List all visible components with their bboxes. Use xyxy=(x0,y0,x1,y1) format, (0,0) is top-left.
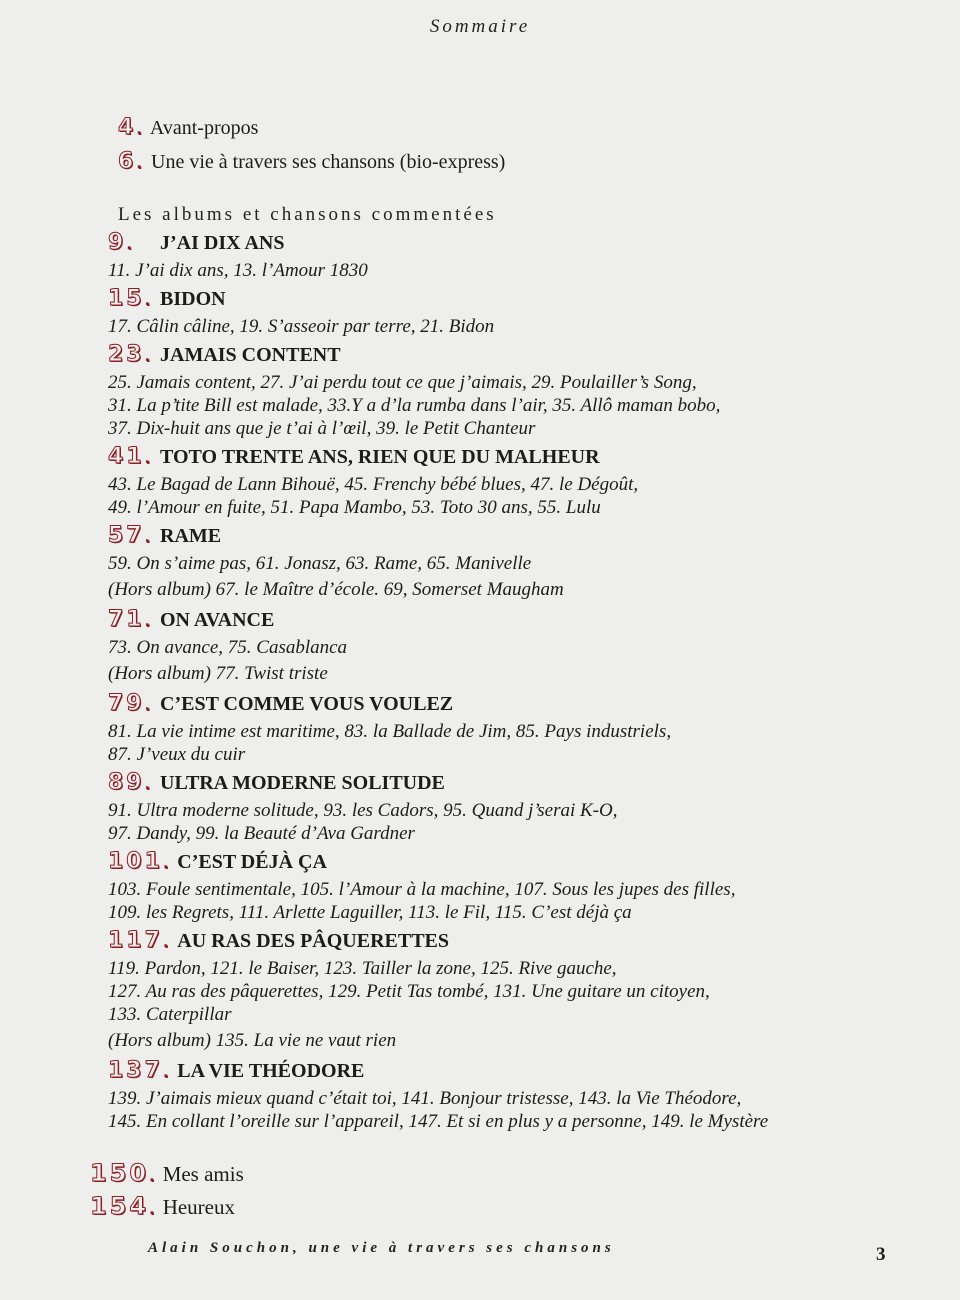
album-title xyxy=(108,847,856,878)
album-entry xyxy=(108,605,856,687)
song-list-line: 119. Pardon, 121. le Baiser, 123. Tailler la zone, 125. Rive gauche, xyxy=(108,958,617,979)
album-name: C’EST COMME VOUS VOULEZ xyxy=(160,693,454,715)
album-entry xyxy=(108,689,856,766)
entry-title: Mes amis xyxy=(157,1162,244,1186)
entry-title: Avant-propos xyxy=(146,117,259,139)
album-name: ON AVANCE xyxy=(160,609,275,631)
album-name: RAME xyxy=(160,525,222,547)
page-number-label: 57. xyxy=(108,523,153,548)
number-dot: . xyxy=(162,1065,172,1081)
number-dot: . xyxy=(144,698,153,714)
song-list-line: 11. J’ai dix ans, 13. l’Amour 1830 xyxy=(108,260,368,281)
number-dot: . xyxy=(144,777,153,793)
album-name: LA VIE THÉODORE xyxy=(177,1060,365,1082)
album-name: AU RAS DES PÂQUERETTES xyxy=(177,930,449,952)
number-dot: . xyxy=(136,156,145,172)
album-entry xyxy=(108,442,856,519)
album-title xyxy=(108,689,856,720)
page-number-label: 137. xyxy=(108,1058,172,1083)
page-number-label: 9. xyxy=(108,230,135,255)
album-entry xyxy=(108,768,856,845)
number-dot: . xyxy=(149,1169,158,1185)
page-number-label: 6. xyxy=(118,149,145,174)
number-dot: . xyxy=(144,451,153,467)
album-entry xyxy=(108,228,856,282)
hors-album-line: (Hors album) 77. Twist triste xyxy=(108,663,328,684)
page-number-label: 117. xyxy=(108,928,172,953)
hors-album-line: (Hors album) 135. La vie ne vaut rien xyxy=(108,1030,397,1051)
page-number-label: 15. xyxy=(108,286,153,311)
intro-entry xyxy=(118,146,856,180)
song-list-line: 73. On avance, 75. Casablanca xyxy=(108,637,348,658)
album-entry xyxy=(108,1056,856,1133)
number-dot: . xyxy=(162,935,172,951)
number-dot: . xyxy=(149,1202,158,1218)
song-list-line: 49. l’Amour en fuite, 51. Papa Mambo, 53. Toto 30 ans, 55. Lulu xyxy=(108,497,601,518)
song-list-line: 17. Câlin câline, 19. S’asseoir par terre, 21. Bidon xyxy=(108,316,495,337)
album-title xyxy=(108,1056,856,1087)
entry-title: Une vie à travers ses chansons (bio-express) xyxy=(146,151,506,173)
closing-list xyxy=(90,1159,856,1225)
intro-list xyxy=(96,112,856,180)
album-title xyxy=(108,340,856,371)
album-name: ULTRA MODERNE SOLITUDE xyxy=(160,772,445,794)
section-heading: Les albums et chansons commentées xyxy=(118,204,497,225)
album-name: TOTO TRENTE ANS, RIEN QUE DU MALHEUR xyxy=(160,446,600,468)
number-dot: . xyxy=(144,530,153,546)
page-number-label: 154. xyxy=(90,1192,158,1220)
table-of-contents xyxy=(90,112,856,1225)
song-list-line: 25. Jamais content, 27. J’ai perdu tout ce que j’aimais, 29. Poulailler’s Song, xyxy=(108,372,697,393)
entry-title: Heureux xyxy=(157,1195,235,1219)
page-footer: Alain Souchon, une vie à travers ses chansons xyxy=(148,1240,615,1256)
album-title xyxy=(108,442,856,473)
song-list-line: 43. Le Bagad de Lann Bihouë, 45. Frenchy bébé blues, 47. le Dégoût, xyxy=(108,474,639,495)
page-number-label: 23. xyxy=(108,342,153,367)
song-list-line: 133. Caterpillar xyxy=(108,1004,232,1025)
song-list-line: 59. On s’aime pas, 61. Jonasz, 63. Rame, 65. Manivelle xyxy=(108,553,532,574)
closing-entry xyxy=(90,1159,856,1192)
number-dot: . xyxy=(144,293,153,309)
album-title xyxy=(108,926,856,957)
album-title xyxy=(108,768,856,799)
song-list-line: 145. En collant l’oreille sur l’appareil, 147. Et si en plus y a personne, 149. le Mystère xyxy=(108,1111,769,1132)
song-list-line: 103. Foule sentimentale, 105. l’Amour à la machine, 107. Sous les jupes des filles, xyxy=(108,879,736,900)
song-list-line: 37. Dix-huit ans que je t’ai à l’œil, 39. le Petit Chanteur xyxy=(108,418,536,439)
closing-entry xyxy=(90,1192,856,1225)
page-number-label: 71. xyxy=(108,607,153,632)
page-number-label: 101. xyxy=(108,849,172,874)
number-dot: . xyxy=(144,614,153,630)
number-dot: . xyxy=(162,856,172,872)
album-entry xyxy=(108,521,856,603)
album-title xyxy=(108,605,856,636)
album-name: C’EST DÉJÀ ÇA xyxy=(177,851,327,873)
album-title xyxy=(108,284,856,315)
song-list-line: 91. Ultra moderne solitude, 93. les Cadors, 95. Quand j’serai K-O, xyxy=(108,800,618,821)
page-number-label: 150. xyxy=(90,1159,158,1187)
page-number-label: 41. xyxy=(108,444,153,469)
song-list-line: 127. Au ras des pâquerettes, 129. Petit Tas tombé, 131. Une guitare un citoyen, xyxy=(108,981,710,1002)
album-entry xyxy=(108,340,856,440)
albums-list xyxy=(96,228,856,1133)
album-name: J’AI DIX ANS xyxy=(160,232,285,254)
album-title xyxy=(108,521,856,552)
page-number-label: 79. xyxy=(108,691,153,716)
hors-album-line: (Hors album) 67. le Maître d’école. 69, Somerset Maugham xyxy=(108,579,564,600)
album-title xyxy=(108,228,856,259)
album-entry xyxy=(108,284,856,338)
intro-entry xyxy=(118,112,856,146)
page-number: 3 xyxy=(876,1244,886,1265)
song-list-line: 97. Dandy, 99. la Beauté d’Ava Gardner xyxy=(108,823,415,844)
song-list-line: 139. J’aimais mieux quand c’était toi, 141. Bonjour tristesse, 143. la Vie Théodore, xyxy=(108,1088,742,1109)
page-number-label: 89. xyxy=(108,770,153,795)
page-header: Sommaire xyxy=(429,16,531,37)
number-dot: . xyxy=(136,122,145,138)
number-dot: . xyxy=(126,237,135,253)
album-entry xyxy=(108,926,856,1054)
album-entry xyxy=(108,847,856,924)
song-list-line: 31. La p’tite Bill est malade, 33.Y a d’la rumba dans l’air, 35. Allô maman bobo, xyxy=(108,395,721,416)
song-list-line: 81. La vie intime est maritime, 83. la Ballade de Jim, 85. Pays industriels, xyxy=(108,721,672,742)
song-list-line: 109. les Regrets, 111. Arlette Laguiller, 113. le Fil, 115. C’est déjà ça xyxy=(108,902,632,923)
song-list-line: 87. J’veux du cuir xyxy=(108,744,246,765)
album-name: JAMAIS CONTENT xyxy=(160,344,341,366)
number-dot: . xyxy=(144,349,153,365)
page-number-label: 4. xyxy=(118,115,145,140)
album-name: BIDON xyxy=(160,288,226,310)
